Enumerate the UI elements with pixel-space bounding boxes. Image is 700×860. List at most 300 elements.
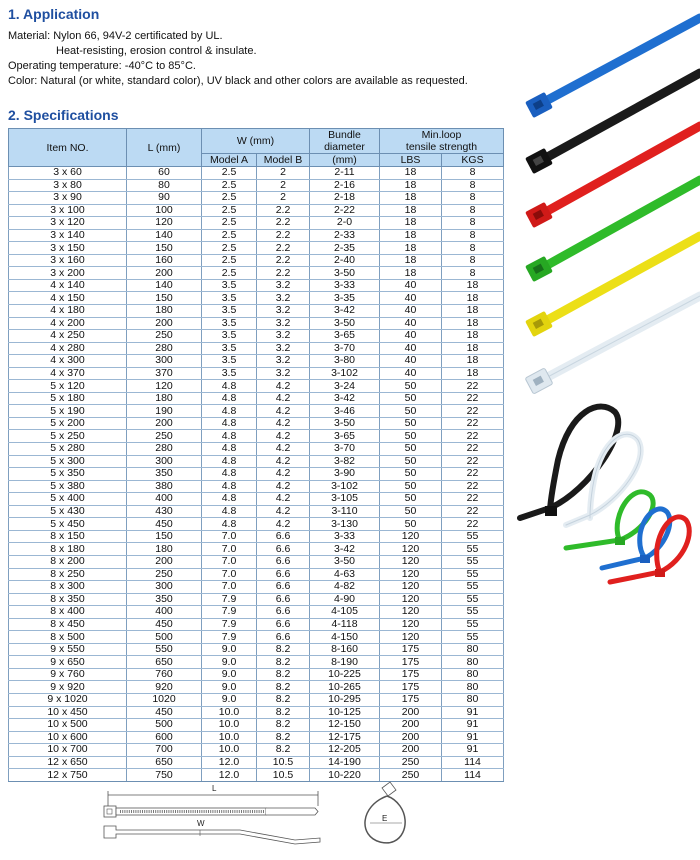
- length-cell: 300: [127, 581, 202, 594]
- model-a-cell: 10.0: [202, 706, 257, 719]
- length-cell: 60: [127, 167, 202, 180]
- length-cell: 250: [127, 330, 202, 343]
- lbs-cell: 40: [380, 330, 442, 343]
- lbs-cell: 40: [380, 355, 442, 368]
- specifications-table-body: [9, 167, 504, 782]
- model-a-cell: 7.0: [202, 568, 257, 581]
- table-row: [9, 455, 504, 468]
- lbs-cell: 175: [380, 693, 442, 706]
- model-a-cell: 4.8: [202, 468, 257, 481]
- model-a-cell: 9.0: [202, 693, 257, 706]
- item-no-cell: 3 x 200: [9, 267, 127, 280]
- table-row: [9, 167, 504, 180]
- header-minloop-line2: tensile strength: [405, 141, 478, 153]
- model-b-cell: 2.2: [257, 204, 310, 217]
- model-b-cell: 4.2: [257, 505, 310, 518]
- item-no-cell: 9 x 1020: [9, 693, 127, 706]
- bundle-diameter-cell: 10-220: [310, 769, 380, 782]
- table-row: [9, 518, 504, 531]
- length-cell: 180: [127, 305, 202, 318]
- item-no-cell: 3 x 120: [9, 217, 127, 230]
- item-no-cell: 3 x 150: [9, 242, 127, 255]
- bundle-diameter-cell: 3-50: [310, 267, 380, 280]
- bundle-diameter-cell: 3-24: [310, 380, 380, 393]
- lbs-cell: 200: [380, 744, 442, 757]
- model-b-cell: 4.2: [257, 430, 310, 443]
- item-no-cell: 5 x 400: [9, 493, 127, 506]
- kgs-cell: 80: [442, 643, 504, 656]
- item-no-cell: 5 x 450: [9, 518, 127, 531]
- bundle-diameter-cell: 14-190: [310, 756, 380, 769]
- bundle-diameter-cell: 3-33: [310, 530, 380, 543]
- model-b-cell: 3.2: [257, 305, 310, 318]
- bundle-diameter-cell: 3-102: [310, 480, 380, 493]
- table-row: [9, 656, 504, 669]
- model-b-cell: 6.6: [257, 581, 310, 594]
- lbs-cell: 50: [380, 493, 442, 506]
- item-no-cell: 8 x 450: [9, 618, 127, 631]
- bundle-diameter-cell: 12-175: [310, 731, 380, 744]
- model-a-cell: 2.5: [202, 217, 257, 230]
- lbs-cell: 120: [380, 555, 442, 568]
- model-a-cell: 7.0: [202, 581, 257, 594]
- bundle-diameter-cell: 2-33: [310, 229, 380, 242]
- table-row: [9, 744, 504, 757]
- item-no-cell: 4 x 300: [9, 355, 127, 368]
- model-b-cell: 2.2: [257, 229, 310, 242]
- table-row: [9, 443, 504, 456]
- kgs-cell: 18: [442, 330, 504, 343]
- model-a-cell: 12.0: [202, 756, 257, 769]
- lbs-cell: 250: [380, 769, 442, 782]
- lbs-cell: 175: [380, 643, 442, 656]
- model-b-cell: 3.2: [257, 342, 310, 355]
- bundle-diameter-cell: 3-42: [310, 543, 380, 556]
- lbs-cell: 18: [380, 242, 442, 255]
- item-no-cell: 10 x 450: [9, 706, 127, 719]
- kgs-cell: 22: [442, 505, 504, 518]
- model-a-cell: 4.8: [202, 480, 257, 493]
- header-bundle: [310, 129, 380, 154]
- kgs-cell: 18: [442, 367, 504, 380]
- model-a-cell: 3.5: [202, 279, 257, 292]
- length-cell: 200: [127, 317, 202, 330]
- length-cell: 450: [127, 706, 202, 719]
- model-a-cell: 7.0: [202, 543, 257, 556]
- length-cell: 160: [127, 254, 202, 267]
- model-b-cell: 4.2: [257, 493, 310, 506]
- item-no-cell: 4 x 250: [9, 330, 127, 343]
- table-row: [9, 317, 504, 330]
- model-a-cell: 4.8: [202, 505, 257, 518]
- table-row: [9, 568, 504, 581]
- bundle-diameter-cell: 8-190: [310, 656, 380, 669]
- table-row: [9, 342, 504, 355]
- length-cell: 450: [127, 618, 202, 631]
- item-no-cell: 8 x 200: [9, 555, 127, 568]
- application-description: [8, 29, 508, 89]
- table-row: [9, 530, 504, 543]
- table-row: [9, 505, 504, 518]
- model-a-cell: 3.5: [202, 342, 257, 355]
- model-b-cell: 2.2: [257, 217, 310, 230]
- model-b-cell: 4.2: [257, 518, 310, 531]
- table-row: [9, 555, 504, 568]
- item-no-cell: 9 x 760: [9, 668, 127, 681]
- bundle-diameter-cell: 4-82: [310, 581, 380, 594]
- lbs-cell: 120: [380, 606, 442, 619]
- length-cell: 600: [127, 731, 202, 744]
- bundle-diameter-cell: 8-160: [310, 643, 380, 656]
- item-no-cell: 5 x 280: [9, 443, 127, 456]
- table-row: [9, 681, 504, 694]
- kgs-cell: 91: [442, 731, 504, 744]
- lbs-cell: 175: [380, 656, 442, 669]
- lbs-cell: 200: [380, 706, 442, 719]
- lbs-cell: 50: [380, 443, 442, 456]
- bundle-diameter-cell: 3-70: [310, 443, 380, 456]
- lbs-cell: 50: [380, 468, 442, 481]
- table-row: [9, 279, 504, 292]
- straight-tie-drawing: [104, 806, 318, 817]
- lbs-cell: 40: [380, 317, 442, 330]
- bundle-diameter-cell: 3-50: [310, 317, 380, 330]
- kgs-cell: 55: [442, 581, 504, 594]
- length-cell: 140: [127, 279, 202, 292]
- kgs-cell: 8: [442, 267, 504, 280]
- item-no-cell: 9 x 650: [9, 656, 127, 669]
- length-cell: 280: [127, 342, 202, 355]
- model-b-cell: 4.2: [257, 480, 310, 493]
- model-b-cell: 6.6: [257, 543, 310, 556]
- lbs-cell: 50: [380, 392, 442, 405]
- lbs-cell: 18: [380, 167, 442, 180]
- model-b-cell: 4.2: [257, 380, 310, 393]
- bundle-diameter-cell: 4-150: [310, 631, 380, 644]
- kgs-cell: 18: [442, 342, 504, 355]
- green-cable-tie-icon: [525, 180, 700, 282]
- table-row: [9, 204, 504, 217]
- length-cell: 450: [127, 518, 202, 531]
- item-no-cell: 8 x 400: [9, 606, 127, 619]
- table-row: [9, 693, 504, 706]
- table-row: [9, 668, 504, 681]
- lbs-cell: 175: [380, 668, 442, 681]
- model-a-cell: 7.9: [202, 631, 257, 644]
- model-b-cell: 8.2: [257, 744, 310, 757]
- item-no-cell: 9 x 920: [9, 681, 127, 694]
- header-width: W (mm): [202, 129, 310, 154]
- kgs-cell: 22: [442, 380, 504, 393]
- table-row: [9, 405, 504, 418]
- length-cell: 1020: [127, 693, 202, 706]
- model-b-cell: 6.6: [257, 618, 310, 631]
- table-row: [9, 229, 504, 242]
- model-b-cell: 4.2: [257, 405, 310, 418]
- kgs-cell: 55: [442, 543, 504, 556]
- length-cell: 700: [127, 744, 202, 757]
- model-a-cell: 4.8: [202, 392, 257, 405]
- kgs-cell: 18: [442, 292, 504, 305]
- model-b-cell: 8.2: [257, 681, 310, 694]
- bundle-diameter-cell: 2-40: [310, 254, 380, 267]
- length-cell: 200: [127, 417, 202, 430]
- temperature-line: Operating temperature: -40°C to 85°C.: [8, 60, 196, 72]
- bundle-diameter-cell: 3-105: [310, 493, 380, 506]
- lbs-cell: 18: [380, 217, 442, 230]
- lbs-cell: 40: [380, 292, 442, 305]
- bundle-diameter-cell: 3-102: [310, 367, 380, 380]
- header-kgs: KGS: [442, 154, 504, 167]
- table-row: [9, 417, 504, 430]
- length-cell: 100: [127, 204, 202, 217]
- bundle-diameter-cell: 3-42: [310, 392, 380, 405]
- table-row: [9, 631, 504, 644]
- model-b-cell: 4.2: [257, 468, 310, 481]
- model-a-cell: 7.9: [202, 593, 257, 606]
- lbs-cell: 50: [380, 380, 442, 393]
- lbs-cell: 18: [380, 229, 442, 242]
- length-label: L: [212, 784, 217, 793]
- item-no-cell: 5 x 190: [9, 405, 127, 418]
- model-b-cell: 8.2: [257, 656, 310, 669]
- lbs-cell: 175: [380, 681, 442, 694]
- model-b-cell: 2.2: [257, 242, 310, 255]
- model-b-cell: 3.2: [257, 355, 310, 368]
- model-b-cell: 4.2: [257, 417, 310, 430]
- length-cell: 400: [127, 493, 202, 506]
- lbs-cell: 40: [380, 305, 442, 318]
- header-length: L (mm): [127, 129, 202, 167]
- table-row: [9, 480, 504, 493]
- lbs-cell: 120: [380, 581, 442, 594]
- model-a-cell: 4.8: [202, 417, 257, 430]
- kgs-cell: 22: [442, 480, 504, 493]
- diameter-label: E: [382, 814, 388, 823]
- kgs-cell: 18: [442, 317, 504, 330]
- bundle-diameter-cell: 3-50: [310, 555, 380, 568]
- model-b-cell: 3.2: [257, 279, 310, 292]
- model-a-cell: 7.9: [202, 606, 257, 619]
- bundle-diameter-cell: 3-50: [310, 417, 380, 430]
- lbs-cell: 18: [380, 204, 442, 217]
- model-a-cell: 7.9: [202, 618, 257, 631]
- kgs-cell: 22: [442, 392, 504, 405]
- item-no-cell: 3 x 90: [9, 192, 127, 205]
- model-b-cell: 10.5: [257, 756, 310, 769]
- model-a-cell: 4.8: [202, 455, 257, 468]
- model-a-cell: 2.5: [202, 192, 257, 205]
- item-no-cell: 8 x 250: [9, 568, 127, 581]
- side-view-drawing: [104, 819, 320, 844]
- item-no-cell: 9 x 550: [9, 643, 127, 656]
- table-row: [9, 618, 504, 631]
- length-cell: 500: [127, 631, 202, 644]
- item-no-cell: 3 x 100: [9, 204, 127, 217]
- item-no-cell: 3 x 140: [9, 229, 127, 242]
- length-cell: 370: [127, 367, 202, 380]
- kgs-cell: 22: [442, 493, 504, 506]
- length-cell: 500: [127, 719, 202, 732]
- table-row: [9, 254, 504, 267]
- model-a-cell: 2.5: [202, 267, 257, 280]
- model-b-cell: 8.2: [257, 693, 310, 706]
- item-no-cell: 8 x 500: [9, 631, 127, 644]
- model-a-cell: 3.5: [202, 305, 257, 318]
- kgs-cell: 8: [442, 167, 504, 180]
- model-a-cell: 10.0: [202, 719, 257, 732]
- header-model-b: Model B: [257, 154, 310, 167]
- lbs-cell: 250: [380, 756, 442, 769]
- table-row: [9, 756, 504, 769]
- header-minloop: [380, 129, 504, 154]
- length-cell: 200: [127, 555, 202, 568]
- bundle-diameter-cell: 3-33: [310, 279, 380, 292]
- lbs-cell: 200: [380, 719, 442, 732]
- table-row: [9, 367, 504, 380]
- bundle-diameter-cell: 10-265: [310, 681, 380, 694]
- lbs-cell: 40: [380, 342, 442, 355]
- model-b-cell: 6.6: [257, 631, 310, 644]
- lbs-cell: 120: [380, 530, 442, 543]
- header-item-no: Item NO.: [9, 129, 127, 167]
- model-a-cell: 12.0: [202, 769, 257, 782]
- black-cable-tie-icon: [525, 73, 700, 174]
- header-lbs: LBS: [380, 154, 442, 167]
- table-row: [9, 593, 504, 606]
- table-row: [9, 643, 504, 656]
- kgs-cell: 114: [442, 756, 504, 769]
- kgs-cell: 55: [442, 631, 504, 644]
- bundle-diameter-cell: 2-11: [310, 167, 380, 180]
- item-no-cell: 8 x 180: [9, 543, 127, 556]
- kgs-cell: 8: [442, 204, 504, 217]
- lbs-cell: 120: [380, 543, 442, 556]
- model-a-cell: 4.8: [202, 430, 257, 443]
- table-row: [9, 192, 504, 205]
- length-cell: 400: [127, 606, 202, 619]
- model-b-cell: 6.6: [257, 568, 310, 581]
- item-no-cell: 4 x 180: [9, 305, 127, 318]
- kgs-cell: 22: [442, 468, 504, 481]
- lbs-cell: 50: [380, 430, 442, 443]
- kgs-cell: 22: [442, 455, 504, 468]
- kgs-cell: 55: [442, 555, 504, 568]
- blue-cable-tie-icon: [525, 18, 700, 118]
- model-b-cell: 6.6: [257, 555, 310, 568]
- model-a-cell: 4.8: [202, 443, 257, 456]
- item-no-cell: 8 x 350: [9, 593, 127, 606]
- length-cell: 430: [127, 505, 202, 518]
- kgs-cell: 114: [442, 769, 504, 782]
- lbs-cell: 200: [380, 731, 442, 744]
- lbs-cell: 50: [380, 417, 442, 430]
- model-a-cell: 9.0: [202, 681, 257, 694]
- model-a-cell: 3.5: [202, 330, 257, 343]
- model-a-cell: 7.0: [202, 530, 257, 543]
- model-b-cell: 8.2: [257, 706, 310, 719]
- kgs-cell: 8: [442, 254, 504, 267]
- item-no-cell: 5 x 250: [9, 430, 127, 443]
- material-line: Material: Nylon 66, 94V-2 certificated by UL.: [8, 30, 223, 42]
- kgs-cell: 18: [442, 305, 504, 318]
- model-b-cell: 6.6: [257, 593, 310, 606]
- width-label: W: [197, 819, 205, 828]
- model-a-cell: 3.5: [202, 292, 257, 305]
- item-no-cell: 5 x 300: [9, 455, 127, 468]
- header-bundle-line2: diameter: [324, 141, 365, 153]
- material-properties-line: Heat-resisting, erosion control & insulate.: [56, 45, 257, 57]
- table-row: [9, 267, 504, 280]
- lbs-cell: 18: [380, 267, 442, 280]
- model-b-cell: 2.2: [257, 254, 310, 267]
- lbs-cell: 120: [380, 618, 442, 631]
- lbs-cell: 50: [380, 505, 442, 518]
- header-bundle-line1: Bundle: [328, 129, 361, 141]
- table-row: [9, 179, 504, 192]
- length-cell: 180: [127, 392, 202, 405]
- model-a-cell: 10.0: [202, 744, 257, 757]
- bundle-diameter-cell: 2-35: [310, 242, 380, 255]
- bundle-diameter-cell: 3-110: [310, 505, 380, 518]
- bundle-diameter-cell: 10-125: [310, 706, 380, 719]
- table-row: [9, 242, 504, 255]
- item-no-cell: 4 x 140: [9, 279, 127, 292]
- length-cell: 380: [127, 480, 202, 493]
- bundle-diameter-cell: 3-80: [310, 355, 380, 368]
- bundle-diameter-cell: 3-65: [310, 430, 380, 443]
- length-cell: 750: [127, 769, 202, 782]
- length-cell: 250: [127, 430, 202, 443]
- kgs-cell: 8: [442, 242, 504, 255]
- lbs-cell: 120: [380, 568, 442, 581]
- looped-cable-ties-icon: [520, 407, 689, 582]
- kgs-cell: 80: [442, 693, 504, 706]
- length-cell: 300: [127, 455, 202, 468]
- loop-drawing: [365, 782, 405, 843]
- kgs-cell: 8: [442, 179, 504, 192]
- kgs-cell: 80: [442, 668, 504, 681]
- header-model-a: Model A: [202, 154, 257, 167]
- kgs-cell: 8: [442, 217, 504, 230]
- bundle-diameter-cell: 2-16: [310, 179, 380, 192]
- item-no-cell: 5 x 350: [9, 468, 127, 481]
- kgs-cell: 22: [442, 443, 504, 456]
- model-a-cell: 3.5: [202, 367, 257, 380]
- length-cell: 120: [127, 380, 202, 393]
- model-a-cell: 9.0: [202, 656, 257, 669]
- table-row: [9, 217, 504, 230]
- length-cell: 180: [127, 543, 202, 556]
- bundle-diameter-cell: 4-118: [310, 618, 380, 631]
- table-row: [9, 706, 504, 719]
- model-b-cell: 10.5: [257, 769, 310, 782]
- length-cell: 760: [127, 668, 202, 681]
- model-a-cell: 2.5: [202, 204, 257, 217]
- application-heading: 1. Application: [8, 6, 100, 22]
- model-a-cell: 2.5: [202, 254, 257, 267]
- bundle-diameter-cell: 2-22: [310, 204, 380, 217]
- color-line: Color: Natural (or white, standard color), UV black and other colors are available as requested.: [8, 75, 468, 87]
- length-cell: 350: [127, 593, 202, 606]
- kgs-cell: 55: [442, 593, 504, 606]
- model-b-cell: 3.2: [257, 330, 310, 343]
- kgs-cell: 80: [442, 681, 504, 694]
- model-b-cell: 3.2: [257, 317, 310, 330]
- item-no-cell: 8 x 300: [9, 581, 127, 594]
- item-no-cell: 5 x 380: [9, 480, 127, 493]
- length-cell: 250: [127, 568, 202, 581]
